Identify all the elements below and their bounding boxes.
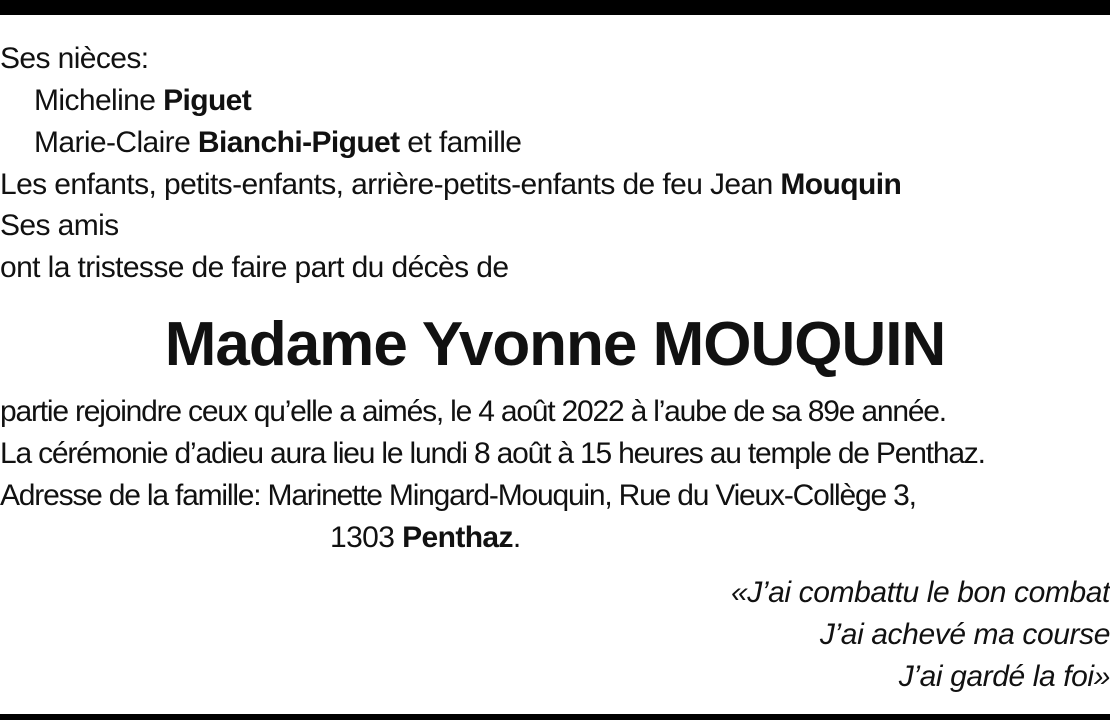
address-line-1: Adresse de la famille: Marinette Mingard-Mouquin, Rue du Vieux-Collège 3, — [0, 479, 916, 512]
niece-1-last-name: Piguet — [163, 84, 252, 117]
quote-line-1: «J’ai combattu le bon combat — [730, 576, 1110, 609]
family-line-text: Les enfants, petits-enfants, arrière-petits-enfants de feu Jean — [0, 168, 773, 201]
quote-line-3: J’ai gardé la foi» — [898, 660, 1110, 693]
niece-1-first-name: Micheline — [34, 84, 156, 117]
niece-1 — [34, 84, 251, 118]
niece-2-first-name: Marie-Claire — [34, 126, 191, 159]
announcement-line — [0, 251, 508, 285]
nieces-heading-text: Ses nièces: — [0, 42, 149, 75]
address-postcode: 1303 — [330, 521, 395, 554]
niece-2 — [34, 126, 521, 160]
address-line-2 — [330, 521, 521, 555]
quote-line-2: J’ai achevé ma course — [819, 618, 1110, 651]
passing-line: partie rejoindre ceux qu’elle a aimés, le 4 août 2022 à l’aube de sa 89e année. — [0, 395, 946, 428]
friends-text: Ses amis — [0, 209, 119, 242]
bottom-border-rule — [0, 714, 1110, 720]
ceremony-line: La cérémonie d’adieu aura lieu le lundi 8 août à 15 heures au temple de Penthaz. — [0, 437, 985, 470]
announcement-text: ont la tristesse de faire part du décès de — [0, 251, 509, 284]
niece-2-suffix: et famille — [407, 126, 522, 159]
nieces-heading — [0, 42, 148, 76]
address-city: Penthaz — [402, 521, 513, 554]
friends-line — [0, 209, 119, 243]
top-border-rule — [0, 0, 1110, 15]
niece-2-last-name: Bianchi-Piguet — [197, 126, 400, 159]
family-line — [0, 168, 901, 202]
address-end: . — [512, 521, 521, 554]
family-line-name: Mouquin — [780, 168, 902, 201]
deceased-name: Madame Yvonne MOUQUIN — [164, 310, 946, 379]
